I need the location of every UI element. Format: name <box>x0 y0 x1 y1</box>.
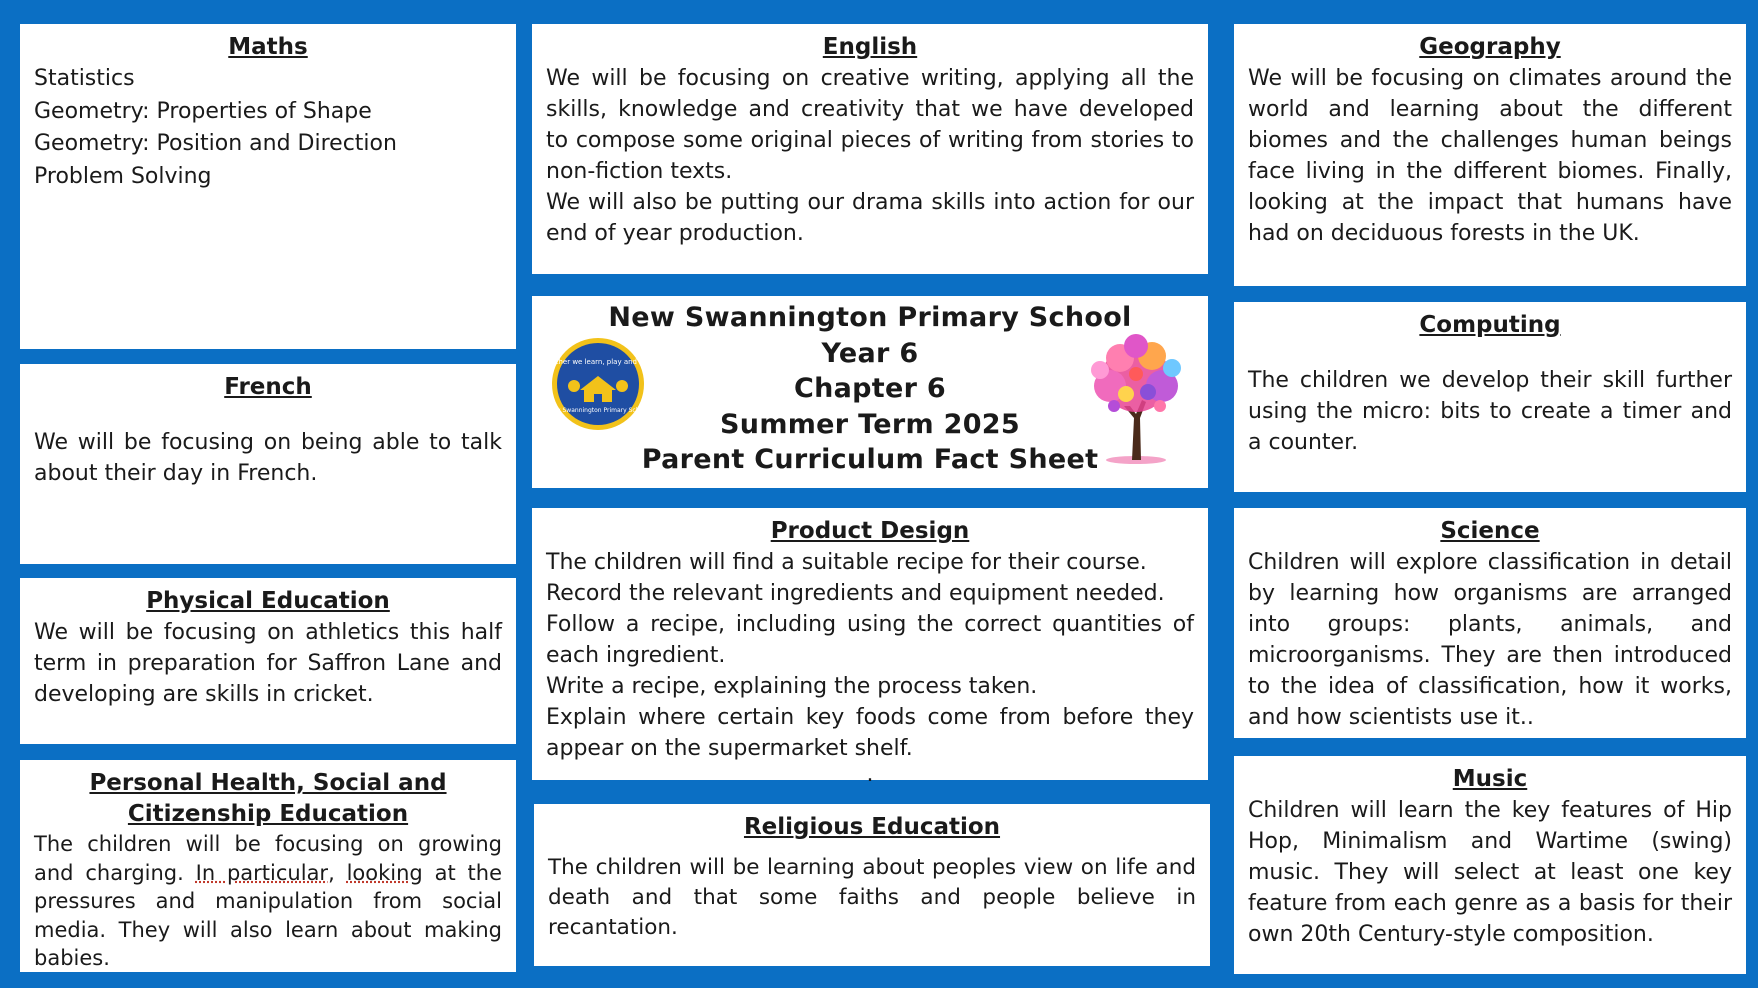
maths-title: Maths <box>228 34 308 60</box>
product-design-title: Product Design <box>770 518 970 544</box>
design-line: Follow a recipe, including using the correct quantities of each ingredient. <box>546 612 1194 668</box>
english-paragraph: We will also be putting our drama skills into action for our end of year production. <box>546 190 1194 246</box>
pe-title: Physical Education <box>146 588 390 614</box>
pshe-text-underlined: In particular, <box>195 860 335 885</box>
design-trailing-dot: . <box>866 762 874 787</box>
re-title: Religious Education <box>743 814 1001 840</box>
french-title: French <box>224 374 312 400</box>
pe-text: We will be focusing on athletics this half term in preparation for Saffron Lane and developing are skills in cricket. <box>34 620 502 707</box>
design-line: Explain where certain key foods come from before they appear on the supermarket shelf. <box>546 705 1194 761</box>
computing-title: Computing <box>1419 312 1561 338</box>
pshe-title: Personal Health, Social and Citizenship Education <box>89 770 447 827</box>
english-title: English <box>822 34 918 60</box>
design-line: Write a recipe, explaining the process taken. <box>546 674 1038 699</box>
english-paragraph: We will be focusing on creative writing, applying all the skills, knowledge and creativity that we have developed to compose some original pieces of writing from stories to non-fiction texts. <box>546 66 1194 184</box>
geography-text: We will be focusing on climates around the world and learning about the different biomes and the challenges human beings face living in the different biomes. Finally, looking at the impact that humans have had on deciduous forests in the UK. <box>1248 66 1732 246</box>
music-text: Children will learn the key features of Hip Hop, Minimalism and Wartime (swing) music. They will select at least one key feature from each genre as a basis for their own 20th Century-style composition. <box>1248 798 1732 947</box>
science-title: Science <box>1440 518 1540 544</box>
geography-title: Geography <box>1419 34 1561 60</box>
re-text: The children will be learning about peoples view on life and death and that some faiths and people believe in recantation. <box>548 855 1196 940</box>
pshe-text-part: The children will be focusing on growing and charging. <box>34 832 502 885</box>
maths-topic: Geometry: Position and Direction <box>34 131 397 156</box>
product-design-panel <box>532 508 1208 787</box>
computing-text: The children we develop their skill further using the micro: bits to create a timer and a counter. <box>1248 368 1732 455</box>
school-name: New Swannington Primary School <box>608 302 1132 333</box>
french-panel <box>20 364 516 564</box>
sheet-title: Parent Curriculum Fact Sheet <box>641 444 1099 475</box>
english-panel <box>532 24 1208 274</box>
pshe-text-part: at the pressures and manipulation from social media. They will also learn about making babies. <box>34 860 502 970</box>
french-text: We will be focusing on being able to talk about their day in French. <box>34 430 502 486</box>
colorful-tree-icon <box>1080 328 1192 468</box>
year-group: Year 6 <box>821 337 919 369</box>
geography-panel <box>1234 24 1746 286</box>
re-panel <box>534 804 1210 966</box>
maths-panel <box>20 24 516 349</box>
science-text: Children will explore classification in detail by learning how organisms are arranged into groups: plants, animals, and microorganisms. They are then introduced to the idea of classification, how it works, and how scientists use it.. <box>1248 550 1732 730</box>
maths-topic-list <box>34 63 502 193</box>
music-panel <box>1234 756 1746 974</box>
design-line: Record the relevant ingredients and equipment needed. <box>546 581 1165 606</box>
maths-topic: Statistics <box>34 66 135 91</box>
logo-text-bottom: New Swannington Primary School <box>547 407 649 414</box>
pshe-text <box>34 830 502 973</box>
term: Summer Term 2025 <box>720 408 1020 440</box>
design-line: The children will find a suitable recipe for their course. <box>546 550 1147 575</box>
pshe-text-underlined: looking <box>346 860 423 885</box>
maths-topic: Problem Solving <box>34 163 212 189</box>
pshe-text-part <box>335 861 347 885</box>
chapter: Chapter 6 <box>793 373 946 404</box>
logo-text-top: Together we learn, play and grow <box>539 358 657 366</box>
science-panel <box>1234 508 1746 738</box>
header-panel <box>532 296 1208 488</box>
maths-topic: Geometry: Properties of Shape <box>34 98 372 124</box>
pe-panel <box>20 578 516 744</box>
computing-panel <box>1234 302 1746 492</box>
pshe-panel <box>20 760 516 972</box>
music-title: Music <box>1452 766 1528 792</box>
